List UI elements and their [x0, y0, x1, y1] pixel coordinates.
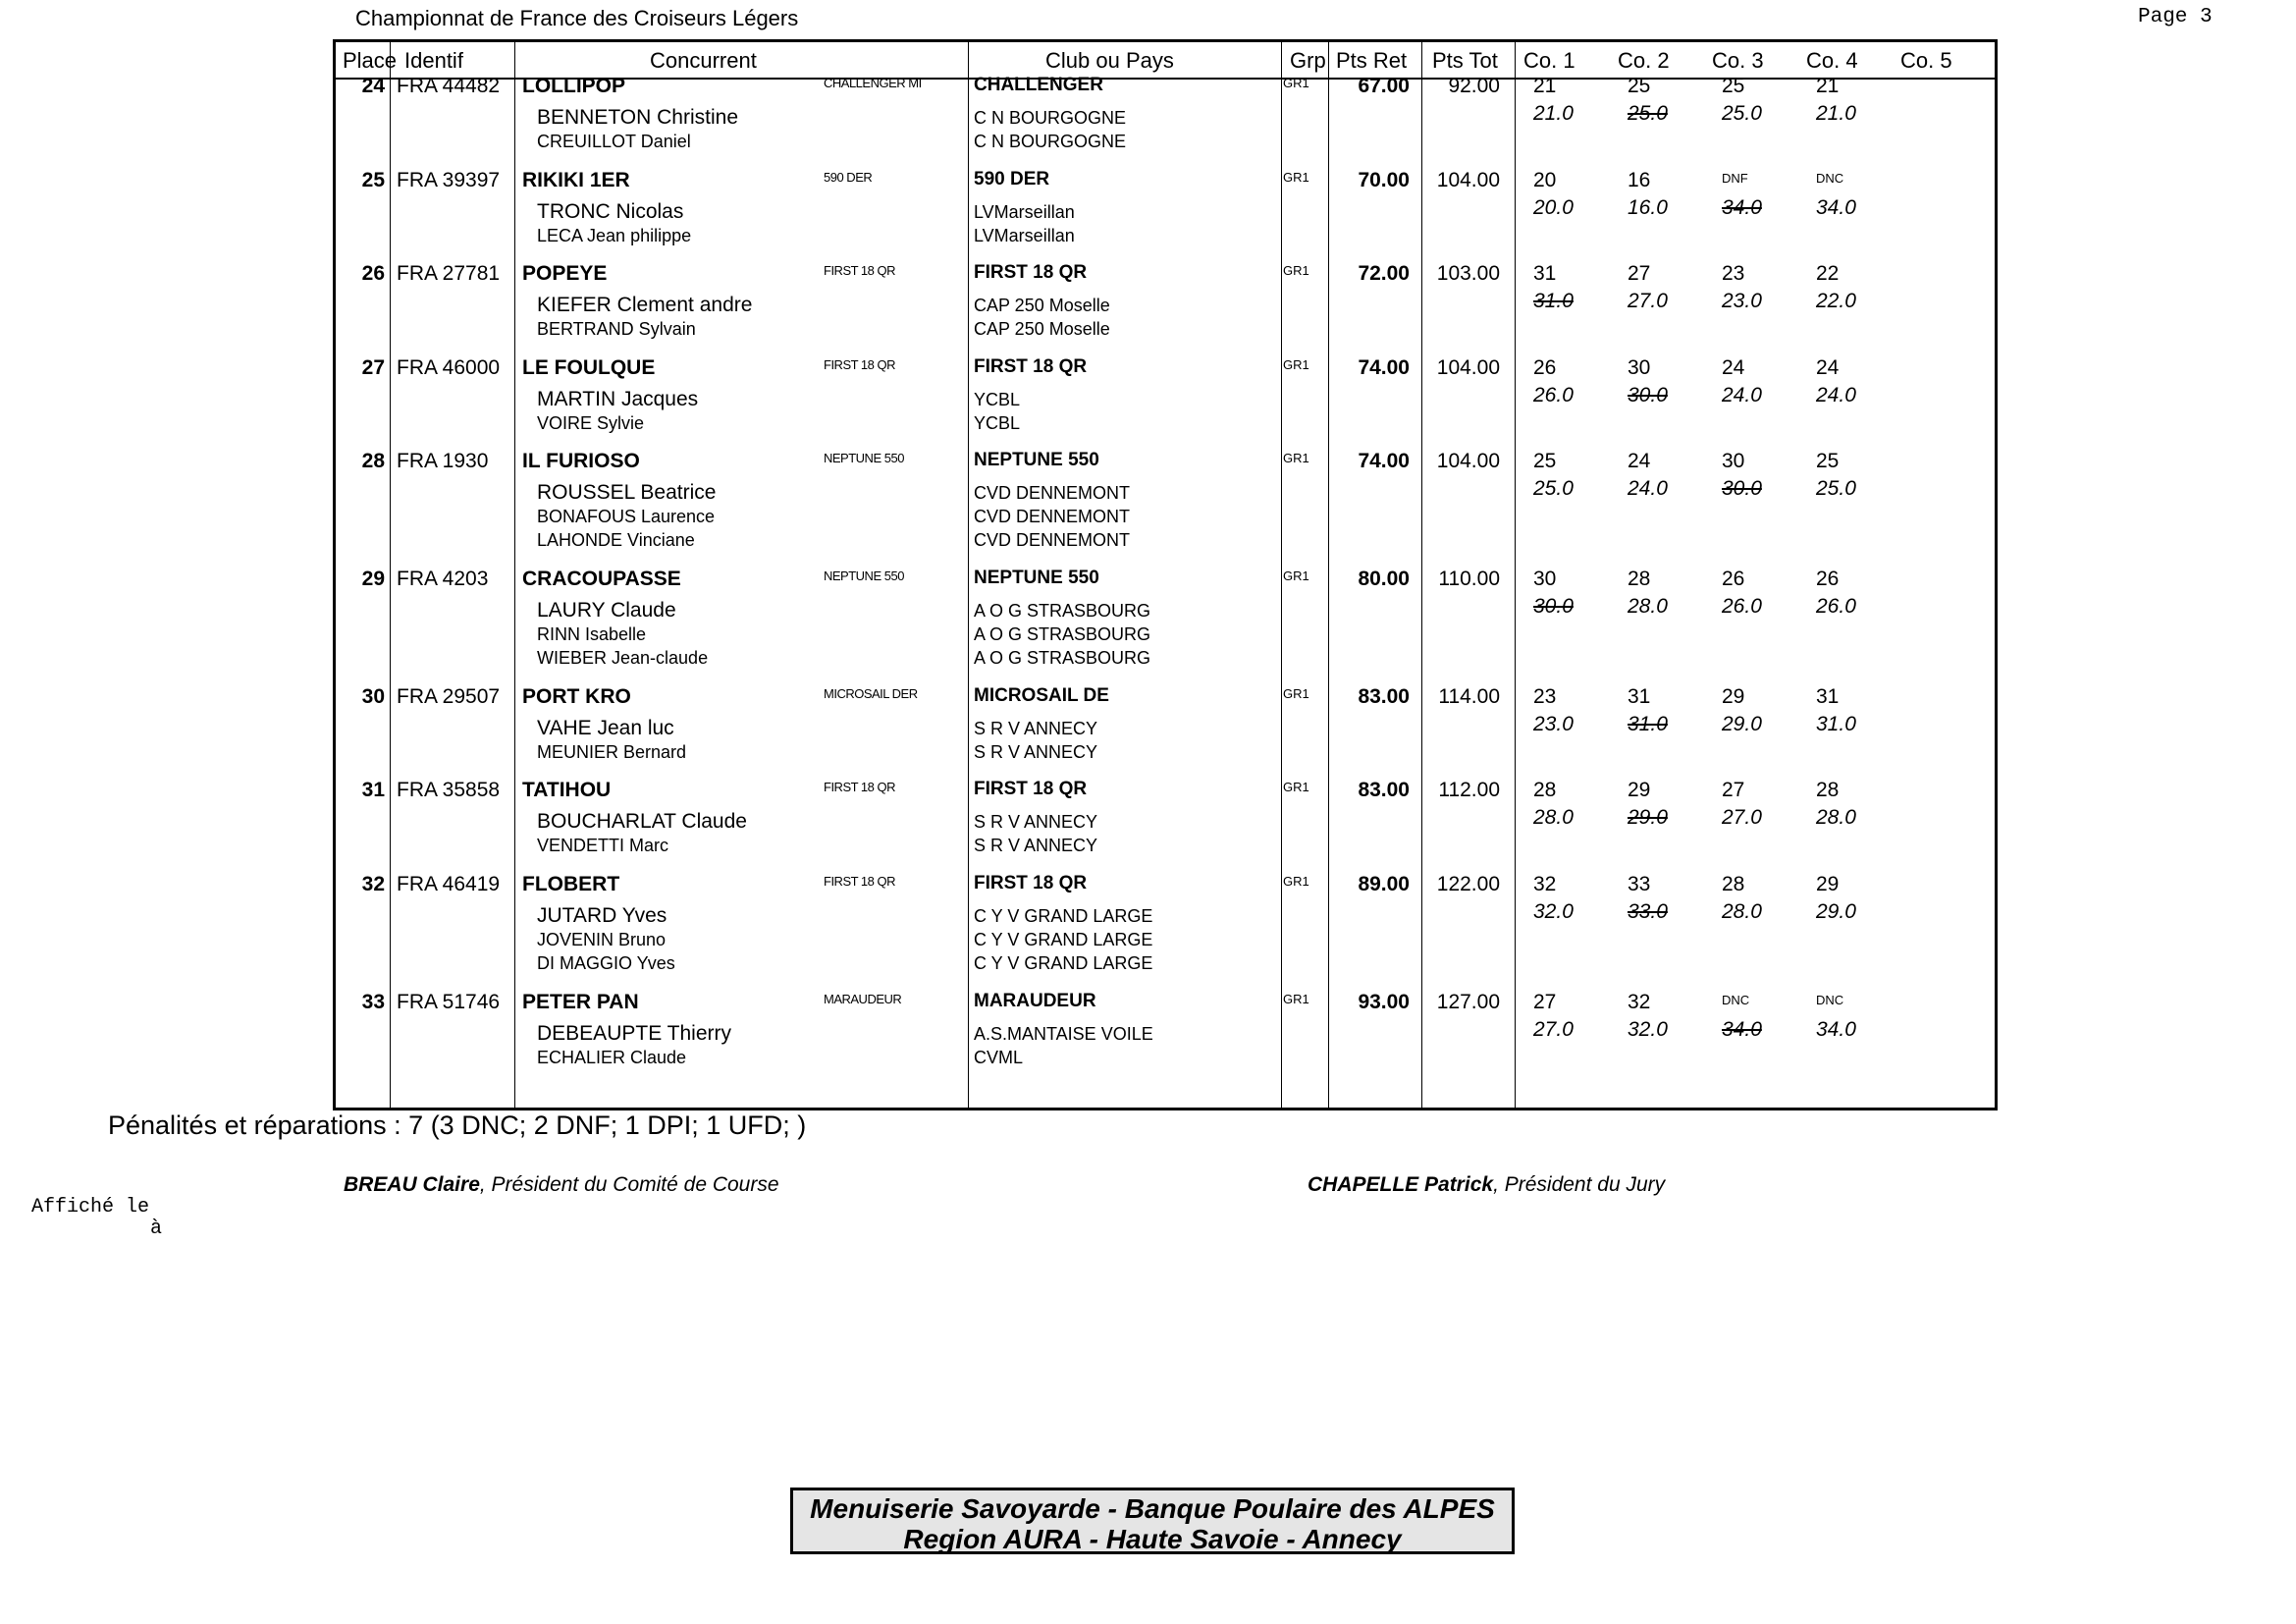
sail-number-cell: FRA 29507	[397, 685, 501, 708]
place-cell: 25	[361, 169, 385, 191]
crew-member-name: VOIRE Sylvie	[537, 413, 645, 433]
sail-number-cell: FRA 27781	[397, 262, 501, 285]
boat-name-cell: LOLLIPOP	[522, 75, 625, 97]
points-retained-cell: 74.00	[1358, 356, 1410, 379]
skipper-name: ROUSSEL Beatrice	[537, 481, 717, 504]
crew-member-name: VENDETTI Marc	[537, 836, 669, 855]
boat-class-cell: NEPTUNE 550	[824, 568, 904, 583]
sponsor-line-2: Region AURA - Haute Savoie - Annecy	[903, 1524, 1402, 1554]
boat-name-cell: TATIHOU	[522, 779, 612, 801]
boat-class-cell: MARAUDEUR	[824, 992, 902, 1006]
crew-member-name: LAHONDE Vinciane	[537, 530, 695, 550]
col-place-header: Place	[343, 48, 398, 73]
boat-type-cell: FIRST 18 QR	[974, 779, 1088, 799]
points-total-cell: 103.00	[1436, 262, 1500, 285]
crew-club-name: S R V ANNECY	[974, 742, 1098, 762]
skipper-name: JUTARD Yves	[537, 904, 667, 927]
race-rank-cell: 30	[1533, 568, 1557, 590]
race-score-cell: 26.0	[1533, 384, 1574, 406]
race-rank-cell: 25	[1628, 75, 1651, 97]
group-cell: GR1	[1283, 686, 1309, 701]
points-retained-cell: 93.00	[1358, 991, 1410, 1013]
crew-club-name: C Y V GRAND LARGE	[974, 906, 1153, 926]
group-cell: GR1	[1283, 451, 1309, 465]
race-rank-cell: 30	[1722, 450, 1745, 472]
race-rank-cell: 24	[1628, 450, 1651, 472]
race-score-cell: 24.0	[1628, 477, 1668, 500]
boat-name-cell: PETER PAN	[522, 991, 639, 1013]
place-cell: 24	[361, 75, 385, 97]
race-score-cell: 26.0	[1722, 595, 1762, 618]
posted-time-label: à	[150, 1218, 163, 1240]
race-score-cell: 27.0	[1628, 290, 1668, 312]
race-rank-cell: 22	[1816, 262, 1840, 285]
race-score-cell: 27.0	[1722, 806, 1762, 829]
skipper-name: LAURY Claude	[537, 599, 676, 622]
place-cell: 27	[361, 356, 385, 379]
col-club-header: Club ou Pays	[1045, 48, 1174, 73]
race-score-cell: 28.0	[1816, 806, 1856, 829]
crew-club-name: A O G STRASBOURG	[974, 624, 1151, 644]
race-rank-cell: 31	[1816, 685, 1840, 708]
skipper-name: BOUCHARLAT Claude	[537, 810, 747, 833]
points-total-cell: 104.00	[1436, 450, 1500, 472]
skipper-name: VAHE Jean luc	[537, 717, 674, 739]
column-divider	[968, 42, 969, 1108]
crew-club-name: A.S.MANTAISE VOILE	[974, 1024, 1153, 1044]
col-co4-header: Co. 4	[1806, 48, 1858, 73]
race-score-cell: 20.0	[1533, 196, 1574, 219]
race-score-discarded: 34.0	[1722, 196, 1762, 219]
crew-club-name: S R V ANNECY	[974, 836, 1098, 855]
boat-name-cell: CRACOUPASSE	[522, 568, 681, 590]
sail-number-cell: FRA 46000	[397, 356, 501, 379]
results-table	[333, 39, 1998, 1110]
race-rank-cell: 27	[1628, 262, 1651, 285]
place-cell: 28	[361, 450, 385, 472]
place-cell: 29	[361, 568, 385, 590]
race-rank-cell: 27	[1533, 991, 1557, 1013]
boat-type-cell: FIRST 18 QR	[974, 873, 1088, 893]
race-rank-cell: 29	[1722, 685, 1745, 708]
column-divider	[1515, 42, 1516, 1108]
race-rank-cell: 30	[1628, 356, 1651, 379]
group-cell: GR1	[1283, 357, 1309, 372]
boat-name-cell: LE FOULQUE	[522, 356, 656, 379]
points-retained-cell: 70.00	[1358, 169, 1410, 191]
points-total-cell: 92.00	[1448, 75, 1500, 97]
race-score-cell: 27.0	[1533, 1018, 1574, 1041]
sponsor-line-1: Menuiserie Savoyarde - Banque Poulaire des ALPES	[810, 1493, 1495, 1524]
crew-club-name: S R V ANNECY	[974, 812, 1098, 832]
place-cell: 30	[361, 685, 385, 708]
race-score-cell: 34.0	[1816, 1018, 1856, 1041]
race-rank-cell: 25	[1722, 75, 1745, 97]
posted-date-label: Affiché le	[31, 1196, 150, 1218]
race-rank-cell: 25	[1816, 450, 1840, 472]
crew-member-name: WIEBER Jean-claude	[537, 648, 709, 668]
sail-number-cell: FRA 39397	[397, 169, 501, 191]
race-score-cell: 24.0	[1816, 384, 1856, 406]
group-cell: GR1	[1283, 76, 1309, 90]
sail-number-cell: FRA 1930	[397, 450, 489, 472]
points-total-cell: 104.00	[1436, 356, 1500, 379]
col-co3-header: Co. 3	[1712, 48, 1764, 73]
place-cell: 26	[361, 262, 385, 285]
race-rank-cell: 33	[1628, 873, 1651, 895]
col-pts-ret-header: Pts Ret	[1336, 48, 1408, 73]
crew-member-name: ECHALIER Claude	[537, 1048, 687, 1067]
race-score-cell: 34.0	[1816, 196, 1856, 219]
race-score-cell: 28.0	[1628, 595, 1668, 618]
race-score-cell: 24.0	[1722, 384, 1762, 406]
race-rank-cell: 32	[1628, 991, 1651, 1013]
race-score-cell: 21.0	[1533, 102, 1574, 125]
crew-club-name: CVD DENNEMONT	[974, 530, 1131, 550]
race-score-discarded: 30.0	[1628, 384, 1668, 406]
crew-member-name: BERTRAND Sylvain	[537, 319, 696, 339]
boat-type-cell: CHALLENGER	[974, 75, 1103, 95]
points-total-cell: 114.00	[1438, 685, 1500, 708]
race-score-cell: 32.0	[1533, 900, 1574, 923]
points-retained-cell: 80.00	[1358, 568, 1410, 590]
race-score-cell: 23.0	[1722, 290, 1762, 312]
race-rank-cell: 31	[1533, 262, 1557, 285]
race-score-cell: 26.0	[1816, 595, 1856, 618]
jury-president-name: CHAPELLE Patrick	[1308, 1173, 1494, 1196]
sail-number-cell: FRA 4203	[397, 568, 489, 590]
boat-type-cell: FIRST 18 QR	[974, 356, 1088, 377]
boat-type-cell: NEPTUNE 550	[974, 450, 1099, 470]
column-divider	[1281, 42, 1282, 1108]
race-score-cell: 25.0	[1816, 477, 1856, 500]
points-retained-cell: 83.00	[1358, 685, 1410, 708]
race-score-discarded: 25.0	[1628, 102, 1668, 125]
race-score-discarded: 34.0	[1722, 1018, 1762, 1041]
col-co5-header: Co. 5	[1900, 48, 1952, 73]
sponsor-box	[790, 1488, 1515, 1554]
race-rank-cell: 25	[1533, 450, 1557, 472]
boat-type-cell: MICROSAIL DE	[974, 685, 1109, 706]
race-rank-cell: 27	[1722, 779, 1745, 801]
race-score-discarded: 31.0	[1533, 290, 1574, 312]
race-score-discarded: 31.0	[1628, 713, 1668, 735]
col-pts-tot-header: Pts Tot	[1432, 48, 1498, 73]
skipper-name: TRONC Nicolas	[537, 200, 684, 223]
boat-class-cell: 590 DER	[824, 170, 873, 185]
col-co2-header: Co. 2	[1618, 48, 1670, 73]
crew-member-name: DI MAGGIO Yves	[537, 953, 675, 973]
col-concurrent-header: Concurrent	[650, 48, 757, 73]
race-score-cell: 31.0	[1816, 713, 1856, 735]
race-committee-name: BREAU Claire	[344, 1173, 480, 1196]
boat-type-cell: MARAUDEUR	[974, 991, 1096, 1011]
sail-number-cell: FRA 35858	[397, 779, 501, 801]
penalties-summary: Pénalités et réparations : 7 (3 DNC; 2 DNF; 1 DPI; 1 UFD; )	[108, 1110, 807, 1140]
jury-president-signature	[1308, 1173, 1665, 1197]
group-cell: GR1	[1283, 780, 1309, 794]
document-title: Championnat de France des Croiseurs Légers	[355, 6, 799, 30]
crew-club-name: A O G STRASBOURG	[974, 601, 1151, 621]
race-rank-cell: 20	[1533, 169, 1557, 191]
boat-name-cell: PORT KRO	[522, 685, 631, 708]
race-rank-cell: 24	[1816, 356, 1840, 379]
col-grp-header: Grp	[1290, 48, 1326, 73]
col-co1-header: Co. 1	[1523, 48, 1575, 73]
crew-club-name: C Y V GRAND LARGE	[974, 953, 1153, 973]
race-rank-cell: DNC	[1816, 993, 1844, 1007]
boat-name-cell: FLOBERT	[522, 873, 620, 895]
race-committee-signature	[344, 1173, 779, 1197]
race-score-cell: 25.0	[1722, 102, 1762, 125]
points-total-cell: 104.00	[1436, 169, 1500, 191]
crew-club-name: LVMarseillan	[974, 202, 1075, 222]
crew-club-name: A O G STRASBOURG	[974, 648, 1151, 668]
race-rank-cell: DNC	[1722, 993, 1750, 1007]
race-rank-cell: 28	[1722, 873, 1745, 895]
group-cell: GR1	[1283, 992, 1309, 1006]
jury-president-role: , Président du Jury	[1493, 1173, 1666, 1196]
boat-name-cell: RIKIKI 1ER	[522, 169, 630, 191]
points-total-cell: 112.00	[1438, 779, 1500, 801]
race-score-cell: 16.0	[1628, 196, 1668, 219]
race-score-cell: 28.0	[1722, 900, 1762, 923]
race-score-discarded: 30.0	[1533, 595, 1574, 618]
race-score-discarded: 33.0	[1628, 900, 1668, 923]
boat-name-cell: POPEYE	[522, 262, 608, 285]
boat-name-cell: IL FURIOSO	[522, 450, 640, 472]
skipper-name: MARTIN Jacques	[537, 388, 699, 410]
crew-club-name: YCBL	[974, 390, 1021, 409]
group-cell: GR1	[1283, 170, 1309, 185]
sail-number-cell: FRA 51746	[397, 991, 501, 1013]
column-divider	[390, 42, 391, 1108]
crew-member-name: RINN Isabelle	[537, 624, 647, 644]
points-total-cell: 127.00	[1436, 991, 1500, 1013]
race-rank-cell: 21	[1816, 75, 1840, 97]
crew-member-name: CREUILLOT Daniel	[537, 132, 691, 151]
race-rank-cell: 29	[1628, 779, 1651, 801]
race-rank-cell: DNC	[1816, 171, 1844, 186]
points-retained-cell: 72.00	[1358, 262, 1410, 285]
race-score-cell: 22.0	[1816, 290, 1856, 312]
boat-class-cell: CHALLENGER MI	[824, 76, 922, 90]
race-rank-cell: 26	[1816, 568, 1840, 590]
skipper-name: DEBEAUPTE Thierry	[537, 1022, 731, 1045]
boat-type-cell: FIRST 18 QR	[974, 262, 1088, 283]
points-total-cell: 110.00	[1438, 568, 1500, 590]
race-rank-cell: 28	[1628, 568, 1651, 590]
crew-club-name: S R V ANNECY	[974, 719, 1098, 738]
col-identif-header: Identif	[404, 48, 463, 73]
points-retained-cell: 67.00	[1358, 75, 1410, 97]
skipper-name: KIEFER Clement andre	[537, 294, 753, 316]
boat-class-cell: NEPTUNE 550	[824, 451, 904, 465]
sail-number-cell: FRA 44482	[397, 75, 501, 97]
boat-type-cell: NEPTUNE 550	[974, 568, 1099, 588]
group-cell: GR1	[1283, 263, 1309, 278]
race-score-cell: 29.0	[1722, 713, 1762, 735]
crew-club-name: CVML	[974, 1048, 1024, 1067]
race-committee-role: , Président du Comité de Course	[479, 1173, 779, 1196]
crew-club-name: LVMarseillan	[974, 226, 1075, 245]
race-rank-cell: DNF	[1722, 171, 1748, 186]
race-rank-cell: 16	[1628, 169, 1651, 191]
crew-club-name: CAP 250 Moselle	[974, 296, 1110, 315]
place-cell: 33	[361, 991, 385, 1013]
place-cell: 32	[361, 873, 385, 895]
race-rank-cell: 21	[1533, 75, 1557, 97]
points-total-cell: 122.00	[1436, 873, 1500, 895]
points-retained-cell: 83.00	[1358, 779, 1410, 801]
race-rank-cell: 24	[1722, 356, 1745, 379]
crew-member-name: BONAFOUS Laurence	[537, 507, 716, 526]
points-retained-cell: 89.00	[1358, 873, 1410, 895]
crew-club-name: CVD DENNEMONT	[974, 507, 1131, 526]
crew-club-name: YCBL	[974, 413, 1021, 433]
race-score-cell: 25.0	[1533, 477, 1574, 500]
race-rank-cell: 28	[1533, 779, 1557, 801]
race-score-cell: 23.0	[1533, 713, 1574, 735]
page-number: Page 3	[2138, 6, 2213, 28]
crew-club-name: CVD DENNEMONT	[974, 483, 1131, 503]
boat-class-cell: FIRST 18 QR	[824, 357, 896, 372]
crew-member-name: MEUNIER Bernard	[537, 742, 687, 762]
crew-member-name: LECA Jean philippe	[537, 226, 692, 245]
column-divider	[514, 42, 515, 1108]
place-cell: 31	[361, 779, 385, 801]
race-rank-cell: 29	[1816, 873, 1840, 895]
crew-club-name: C Y V GRAND LARGE	[974, 930, 1153, 949]
race-rank-cell: 28	[1816, 779, 1840, 801]
race-rank-cell: 32	[1533, 873, 1557, 895]
race-score-discarded: 29.0	[1628, 806, 1668, 829]
crew-club-name: C N BOURGOGNE	[974, 132, 1127, 151]
race-rank-cell: 31	[1628, 685, 1651, 708]
points-retained-cell: 74.00	[1358, 450, 1410, 472]
race-score-cell: 32.0	[1628, 1018, 1668, 1041]
race-rank-cell: 23	[1722, 262, 1745, 285]
boat-class-cell: FIRST 18 QR	[824, 263, 896, 278]
boat-class-cell: FIRST 18 QR	[824, 780, 896, 794]
race-rank-cell: 26	[1533, 356, 1557, 379]
race-score-cell: 28.0	[1533, 806, 1574, 829]
group-cell: GR1	[1283, 874, 1309, 889]
skipper-name: BENNETON Christine	[537, 106, 738, 129]
boat-class-cell: MICROSAIL DER	[824, 686, 918, 701]
crew-member-name: JOVENIN Bruno	[537, 930, 667, 949]
sail-number-cell: FRA 46419	[397, 873, 501, 895]
boat-type-cell: 590 DER	[974, 169, 1050, 189]
boat-class-cell: FIRST 18 QR	[824, 874, 896, 889]
race-score-cell: 29.0	[1816, 900, 1856, 923]
race-score-cell: 21.0	[1816, 102, 1856, 125]
race-rank-cell: 26	[1722, 568, 1745, 590]
race-rank-cell: 23	[1533, 685, 1557, 708]
crew-club-name: C N BOURGOGNE	[974, 108, 1127, 128]
race-score-discarded: 30.0	[1722, 477, 1762, 500]
group-cell: GR1	[1283, 568, 1309, 583]
crew-club-name: CAP 250 Moselle	[974, 319, 1110, 339]
